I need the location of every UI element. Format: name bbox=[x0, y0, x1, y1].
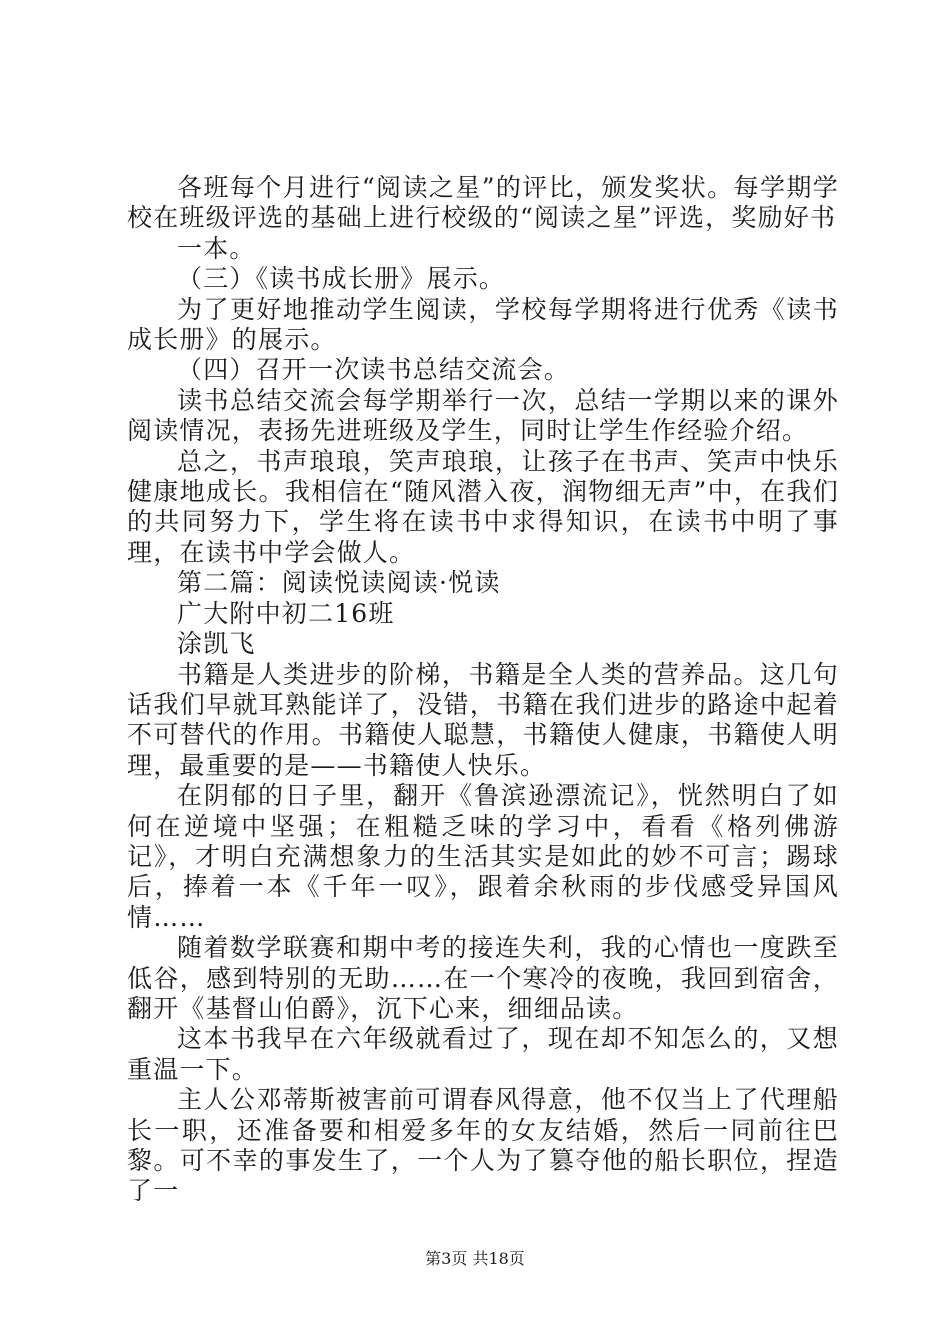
author-name: 涂凯飞 bbox=[177, 629, 256, 659]
paragraph: 随着数学联赛和期中考的接连失利，我的心情也一度跌至低谷，感到特别的无助……在一个寒冷的夜晚，我回到宿舍，翻开《基督山伯爵》，沉下心来，细细品读。 bbox=[127, 933, 839, 1023]
page-footer: 第3页 共18页 bbox=[425, 1249, 525, 1268]
paragraph: 主人公邓蒂斯被害前可谓春风得意，他不仅当上了代理船长一职，还准备要和相爱多年的女友结婚，然后一同前往巴黎。可不幸的事发生了，一个人为了篡夺他的船长职位，捏造了一 bbox=[127, 1085, 839, 1206]
document-body bbox=[127, 173, 839, 1207]
paragraph: 总之，书声琅琅，笑声琅琅，让孩子在书声、笑声中快乐健康地成长。我相信在“随风潜入夜，润物细无声”中，在我们的共同努力下，学生将在读书中求得知识，在读书中明了事理，在读书中学会做人。 bbox=[127, 446, 839, 567]
article-title: 第二篇：阅读悦读阅读·悦读 bbox=[177, 568, 501, 598]
paragraph: 为了更好地推动学生阅读，学校每学期将进行优秀《读书成长册》的展示。 bbox=[127, 294, 839, 355]
section-heading: （三）《读书成长册》展示。 bbox=[177, 264, 506, 294]
paragraph: 书籍是人类进步的阶梯，书籍是全人类的营养品。这几句话我们早就耳熟能详了，没错，书籍在我们进步的路途中起着不可替代的作用。书籍使人聪慧，书籍使人健康，书籍使人明理，最重要的是——书籍使人快乐。 bbox=[127, 659, 839, 780]
paragraph: 一本。 bbox=[177, 233, 256, 263]
paragraph: 各班每个月进行“阅读之星”的评比，颁发奖状。每学期学校在班级评选的基础上进行校级的“阅读之星”评选，奖励好书 bbox=[127, 173, 839, 233]
author-class: 广大附中初二16班 bbox=[177, 598, 395, 628]
paragraph: 这本书我早在六年级就看过了，现在却不知怎么的，又想重温一下。 bbox=[127, 1024, 839, 1084]
section-heading: （四）召开一次读书总结交流会。 bbox=[177, 355, 571, 385]
paragraph: 读书总结交流会每学期举行一次，总结一学期以来的课外阅读情况，表扬先进班级及学生，同时让学生作经验介绍。 bbox=[127, 385, 839, 446]
paragraph: 在阴郁的日子里，翻开《鲁滨逊漂流记》，恍然明白了如何在逆境中坚强；在粗糙乏味的学习中，看看《格列佛游记》，才明白充满想象力的生活其实是如此的妙不可言；踢球后，捧着一本《千年一叹》，跟着余秋雨的步伐感受异国风情…… bbox=[127, 781, 839, 932]
